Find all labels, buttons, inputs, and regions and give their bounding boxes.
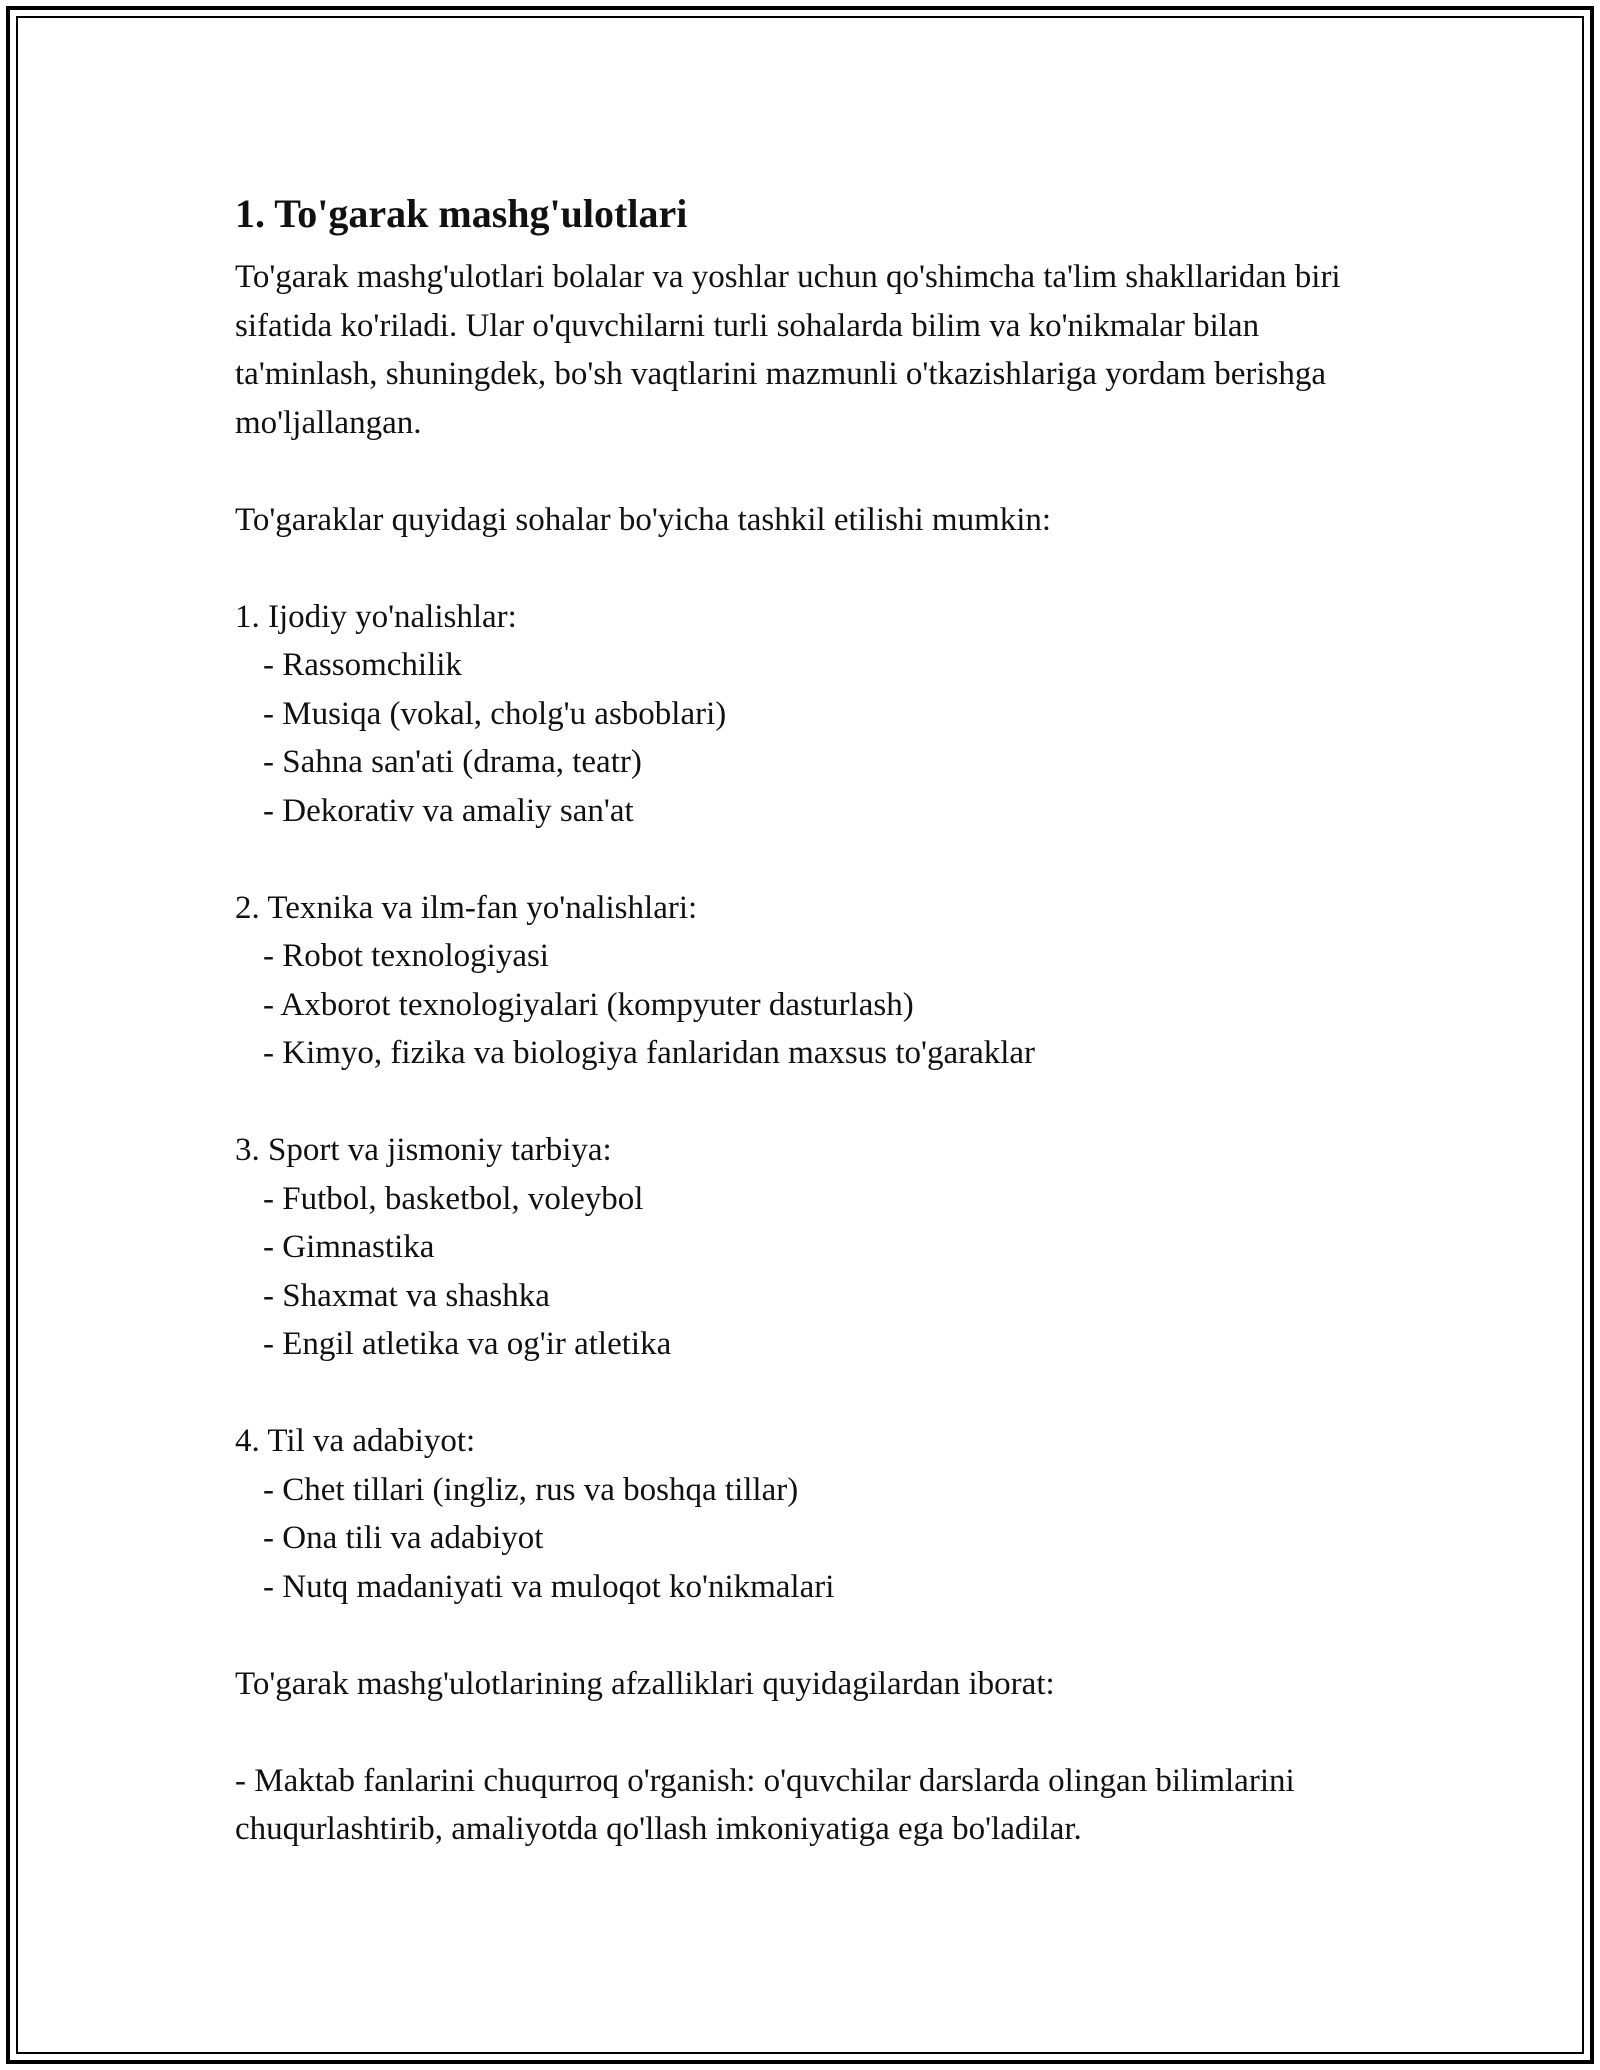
list-item: - Shaxmat va shashka [263, 1277, 550, 1314]
document-body [235, 185, 1405, 1854]
spacer [235, 1078, 1405, 1127]
list-item: - Nutq madaniyati va muloqot ko'nikmalari [263, 1568, 835, 1605]
section-heading: 3. Sport va jismoniy tarbiya: [235, 1132, 612, 1168]
page-title: 1. To'garak mashg'ulotlari [235, 191, 688, 236]
section-heading: 2. Texnika va ilm-fan yo'nalishlari: [235, 889, 698, 926]
list-item: - Sahna san'ati (drama, teatr) [263, 744, 642, 780]
benefit-paragraph: - Maktab fanlarini chuqurroq o'rganish: o'quvchilar darslarda olingan bilimlarini chuqurlashtirib, amaliyotda qo'llash imkoniyatiga ega bo'ladilar. [235, 1762, 1303, 1847]
list-item: - Chet tillari (ingliz, rus va boshqa tillar) [263, 1471, 799, 1508]
list-item: - Robot texnologiyasi [263, 938, 549, 974]
list-item: - Axborot texnologiyalari (kompyuter dasturlash) [263, 986, 914, 1023]
section-creative [235, 593, 1405, 836]
section-language [235, 1417, 1405, 1611]
spacer [235, 1369, 1405, 1418]
list-item: - Kimyo, fizika va biologiya fanlaridan maxsus to'garaklar [263, 1035, 1036, 1071]
section-technology [235, 884, 1405, 1078]
spacer [235, 1611, 1405, 1660]
section-heading: 1. Ijodiy yo'nalishlar: [235, 598, 517, 635]
spacer [235, 447, 1405, 496]
intro-paragraph: To'garak mashg'ulotlari bolalar va yoshlar uchun qo'shimcha ta'lim shakllaridan biri sifatida ko'riladi. Ular o'quvchilarni turli sohalarda bilim va ko'nikmalar bilan ta'minlash, shuningdek, bo'sh vaqtlarini mazmunli o'tkazishlariga yordam berishga mo'ljallangan. [235, 259, 1349, 441]
list-item: - Gimnastika [263, 1229, 435, 1265]
list-item: - Ona tili va adabiyot [263, 1520, 544, 1556]
list-item: - Musiqa (vokal, cholg'u asboblari) [263, 695, 727, 732]
section-heading: 4. Til va adabiyot: [235, 1423, 476, 1459]
list-item: - Futbol, basketbol, voleybol [263, 1180, 644, 1217]
areas-intro: To'garaklar quyidagi sohalar bo'yicha tashkil etilishi mumkin: [235, 501, 1052, 538]
spacer [235, 544, 1405, 593]
benefits-intro: To'garak mashg'ulotlarining afzalliklari quyidagilardan iborat: [235, 1665, 1055, 1702]
section-sport [235, 1126, 1405, 1369]
list-item: - Dekorativ va amaliy san'at [263, 792, 634, 829]
list-item: - Rassomchilik [263, 647, 462, 683]
list-item: - Engil atletika va og'ir atletika [263, 1326, 672, 1362]
spacer [235, 835, 1405, 884]
spacer [235, 1708, 1405, 1757]
